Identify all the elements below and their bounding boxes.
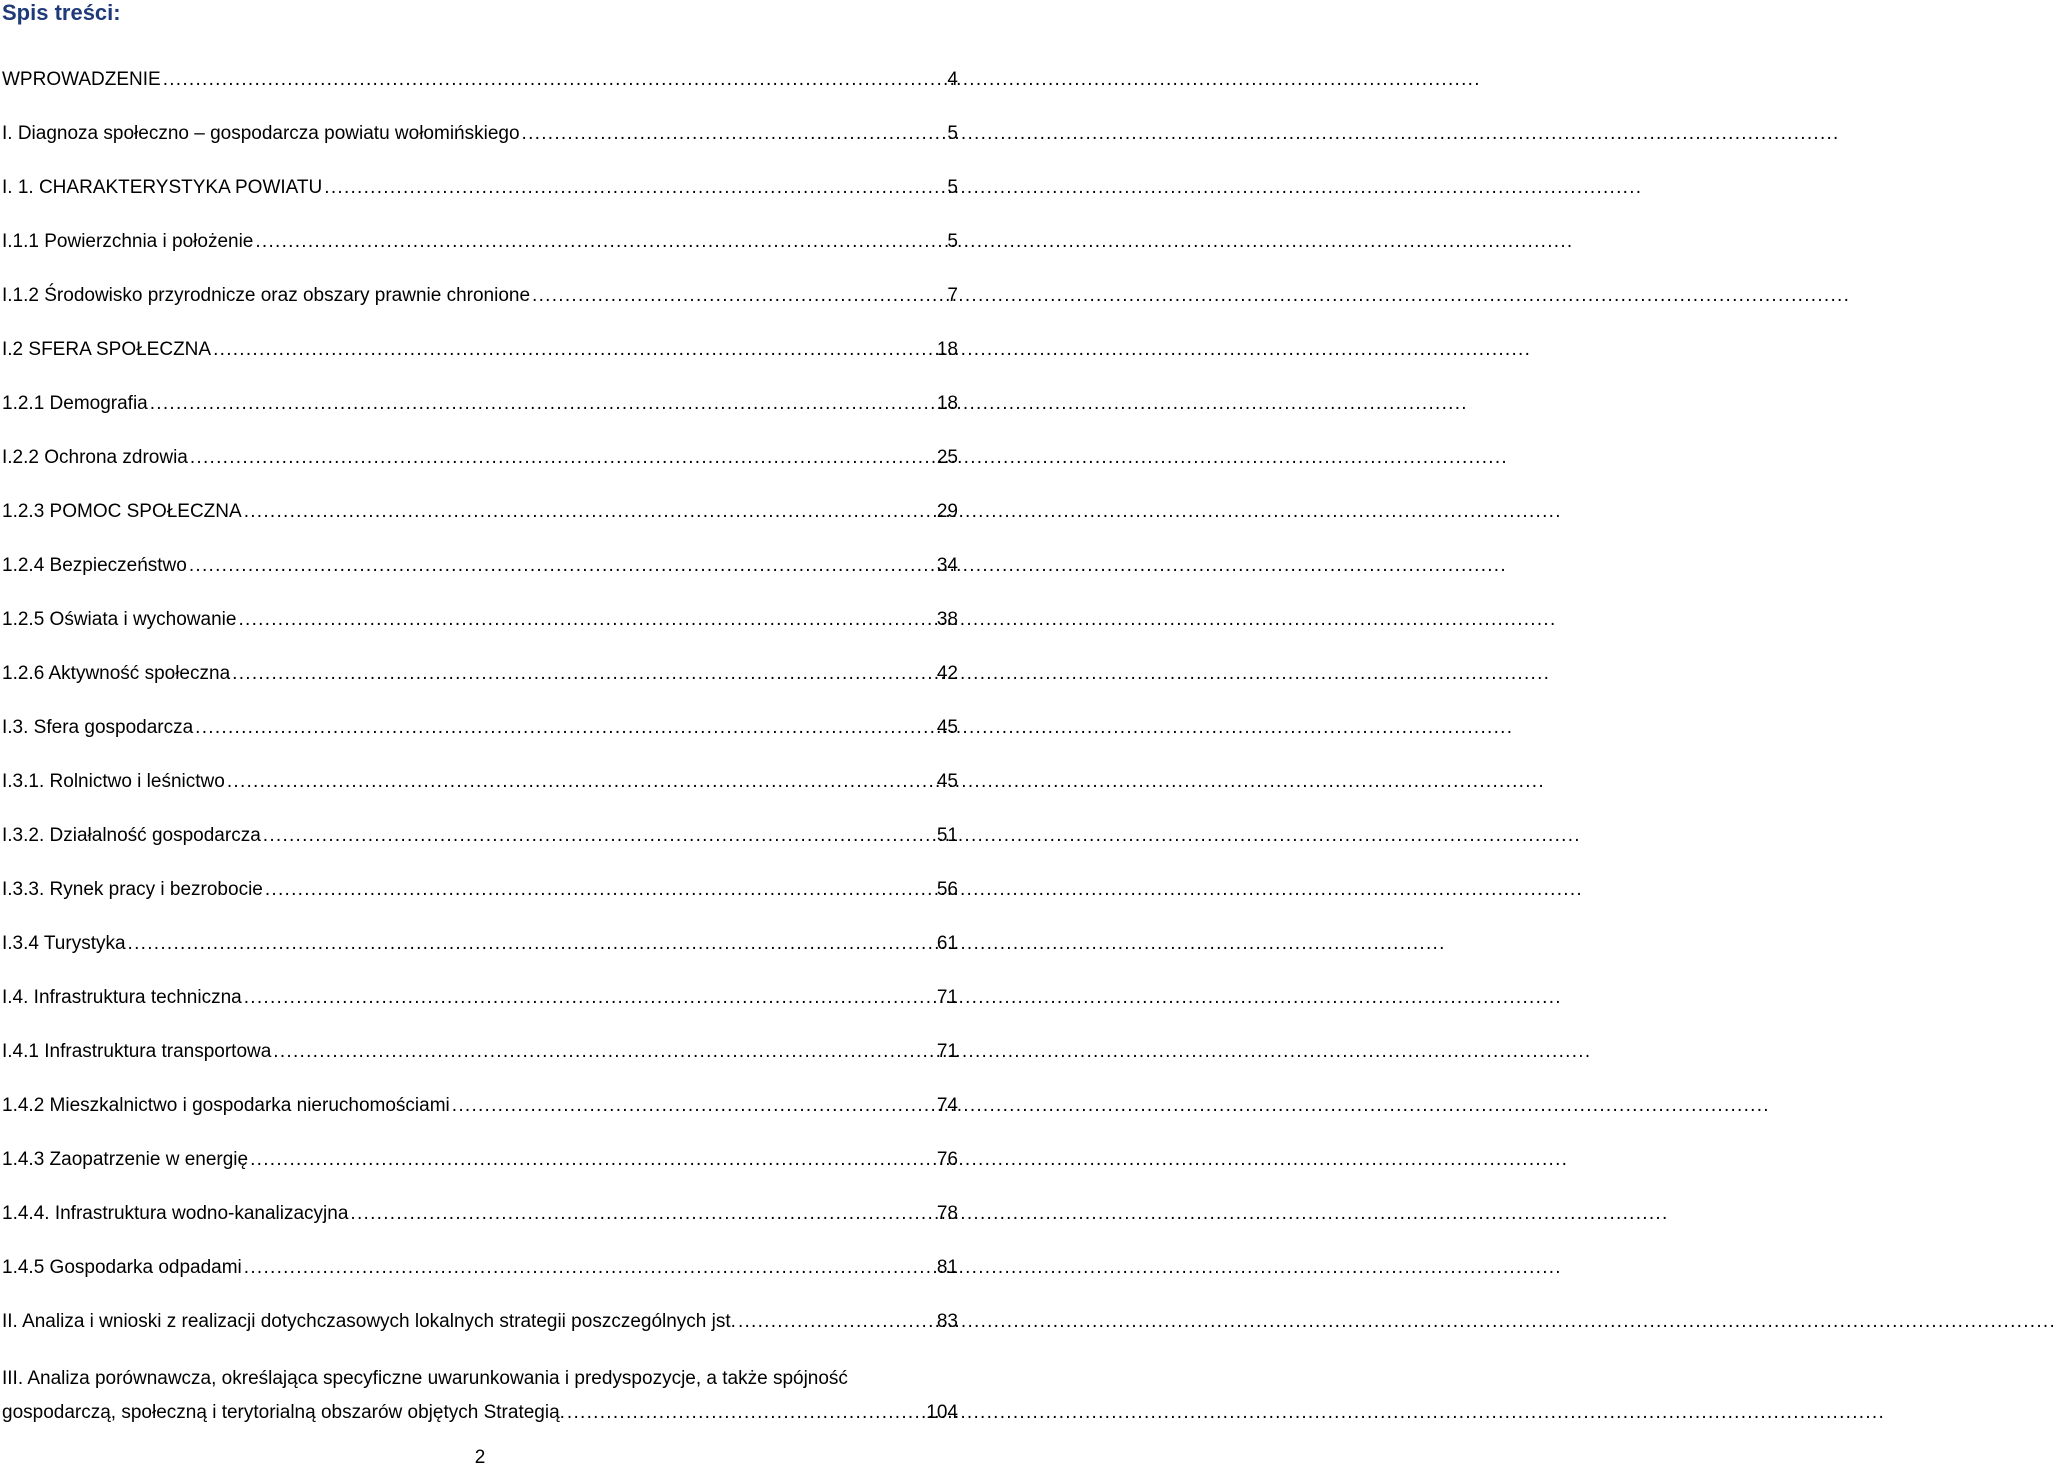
toc-entry[interactable] (2, 822, 958, 876)
toc-entry[interactable] (2, 1308, 958, 1362)
toc-entry-label: 1.4.4. Infrastruktura wodno-kanalizacyjna (2, 1203, 349, 1224)
dot-leader (190, 444, 935, 472)
toc-entry-page-number: 29 (936, 501, 958, 522)
toc-entry-label: I.4. Infrastruktura techniczna (2, 987, 242, 1008)
toc-entry[interactable] (2, 660, 958, 714)
toc-entry-page-number: 56 (936, 879, 958, 900)
toc-entry-label: WPROWADZENIE (2, 69, 161, 90)
toc-entry-page-number: 45 (936, 717, 958, 738)
dot-leader (128, 930, 935, 958)
toc-entry-label-line2: gospodarczą, społeczną i terytorialną obszarów objętych Strategią. (2, 1402, 565, 1423)
toc-entry-page-number: 18 (936, 393, 958, 414)
dot-leader (273, 1038, 935, 1066)
toc-entry[interactable] (2, 336, 958, 390)
dot-leader (213, 336, 935, 364)
toc-entry[interactable] (2, 174, 958, 228)
page-number: 2 (474, 1447, 486, 1468)
toc-entry[interactable] (2, 984, 958, 1038)
toc-entry-page-number: 61 (936, 933, 958, 954)
toc-entry-page-number: 74 (936, 1095, 958, 1116)
table-of-contents (2, 66, 958, 1452)
toc-entry[interactable] (2, 876, 958, 930)
toc-entry-label: I.4.1 Infrastruktura transportowa (2, 1041, 272, 1062)
toc-entry-label: 1.2.6 Aktywność społeczna (2, 663, 231, 684)
toc-entry-label: 1.4.5 Gospodarka odpadami (2, 1257, 242, 1278)
toc-entry-label: I. Diagnoza społeczno – gospodarcza powiatu wołomińskiego (2, 123, 520, 144)
toc-entry-label: 1.2.1 Demografia (2, 393, 148, 414)
toc-entry[interactable] (2, 768, 958, 822)
toc-entry-page-number: 5 (947, 123, 958, 144)
toc-entry-page-number: 78 (936, 1203, 958, 1224)
dot-leader (189, 552, 935, 580)
toc-entry-label-line1: III. Analiza porównawcza, określająca specyficzne uwarunkowania i predyspozycje, a także spójność (2, 1368, 848, 1389)
toc-entry-page-number: 38 (936, 609, 958, 630)
toc-entry-page-number: 81 (936, 1257, 958, 1278)
toc-entry[interactable] (2, 228, 958, 282)
toc-entry-page-number: 42 (936, 663, 958, 684)
toc-entry[interactable] (2, 282, 958, 336)
toc-entry-label: I.2.2 Ochrona zdrowia (2, 447, 188, 468)
toc-entry-page-number: 7 (947, 285, 958, 306)
toc-entry-label: I. 1. CHARAKTERYSTYKA POWIATU (2, 177, 323, 198)
toc-entry[interactable] (2, 1146, 958, 1200)
toc-entry[interactable] (2, 1254, 958, 1308)
dot-leader (250, 1146, 935, 1174)
toc-entry[interactable] (2, 930, 958, 984)
toc-entry-page-number: 71 (936, 987, 958, 1008)
document-page (0, 0, 960, 1468)
toc-entry-label: 1.2.3 POMOC SPOŁECZNA (2, 501, 242, 522)
toc-entry-label: I.1.1 Powierzchnia i położenie (2, 231, 254, 252)
toc-entry-page-number: 18 (936, 339, 958, 360)
toc-entry-label: 1.4.2 Mieszkalnictwo i gospodarka nieruchomościami (2, 1095, 450, 1116)
toc-entry-page-number: 25 (936, 447, 958, 468)
toc-entry[interactable] (2, 120, 958, 174)
dot-leader (265, 876, 935, 904)
dot-leader (255, 228, 945, 256)
toc-entry-label: I.3.2. Działalność gospodarcza (2, 825, 261, 846)
dot-leader (263, 822, 935, 850)
dot-leader (238, 606, 934, 634)
dot-leader (244, 984, 935, 1012)
toc-entry-page-number: 5 (947, 231, 958, 252)
toc-entry-label: I.3. Sfera gospodarcza (2, 717, 194, 738)
toc-entry[interactable] (2, 606, 958, 660)
dot-leader (532, 282, 945, 310)
toc-entry-page-number: 5 (947, 177, 958, 198)
dot-leader (738, 1308, 935, 1336)
toc-entry-label: I.3.4 Turystyka (2, 933, 126, 954)
toc-entry-page-number: 104 (926, 1402, 958, 1423)
dot-leader (150, 390, 935, 418)
toc-entry[interactable] (2, 714, 958, 768)
toc-entry-page-number: 51 (936, 825, 958, 846)
toc-entry-label: 1.4.3 Zaopatrzenie w energię (2, 1149, 249, 1170)
toc-entry[interactable] (2, 498, 958, 552)
toc-entry-page-number: 45 (936, 771, 958, 792)
dot-leader (350, 1200, 934, 1228)
toc-entry-label: I.3.3. Rynek pracy i bezrobocie (2, 879, 263, 900)
toc-entry[interactable] (2, 1200, 958, 1254)
dot-leader (232, 660, 935, 688)
toc-entry-line2 (2, 1396, 958, 1430)
toc-entry-label: I.3.1. Rolnictwo i leśnictwo (2, 771, 225, 792)
dot-leader (244, 498, 935, 526)
toc-entry-page-number: 76 (936, 1149, 958, 1170)
toc-entry-page-number: 4 (947, 69, 958, 90)
dot-leader (227, 768, 935, 796)
toc-entry-label: 1.2.4 Bezpieczeństwo (2, 555, 187, 576)
dot-leader (452, 1092, 935, 1120)
toc-entry-label: II. Analiza i wnioski z realizacji dotychczasowych lokalnych strategii poszczególnych jst. (2, 1311, 736, 1332)
dot-leader (324, 174, 945, 202)
toc-entry[interactable] (2, 444, 958, 498)
toc-entry-label: I.1.2 Środowisko przyrodnicze oraz obszary prawnie chronione (2, 285, 531, 306)
toc-entry[interactable] (2, 66, 958, 120)
dot-leader (163, 66, 946, 94)
toc-entry-page-number: 83 (936, 1311, 958, 1332)
toc-entry[interactable] (2, 552, 958, 606)
toc-entry[interactable] (2, 390, 958, 444)
toc-entry[interactable] (2, 1038, 958, 1092)
dot-leader (522, 120, 946, 148)
dot-leader (195, 714, 935, 742)
toc-entry[interactable] (2, 1362, 958, 1452)
dot-leader (244, 1254, 935, 1282)
toc-entry-label: I.2 SFERA SPOŁECZNA (2, 339, 212, 360)
toc-entry[interactable] (2, 1092, 958, 1146)
toc-entry-label: 1.2.5 Oświata i wychowanie (2, 609, 237, 630)
dot-leader (567, 1396, 924, 1430)
toc-entry-page-number: 71 (936, 1041, 958, 1062)
toc-title: Spis treści: (2, 0, 121, 25)
toc-entry-page-number: 34 (936, 555, 958, 576)
